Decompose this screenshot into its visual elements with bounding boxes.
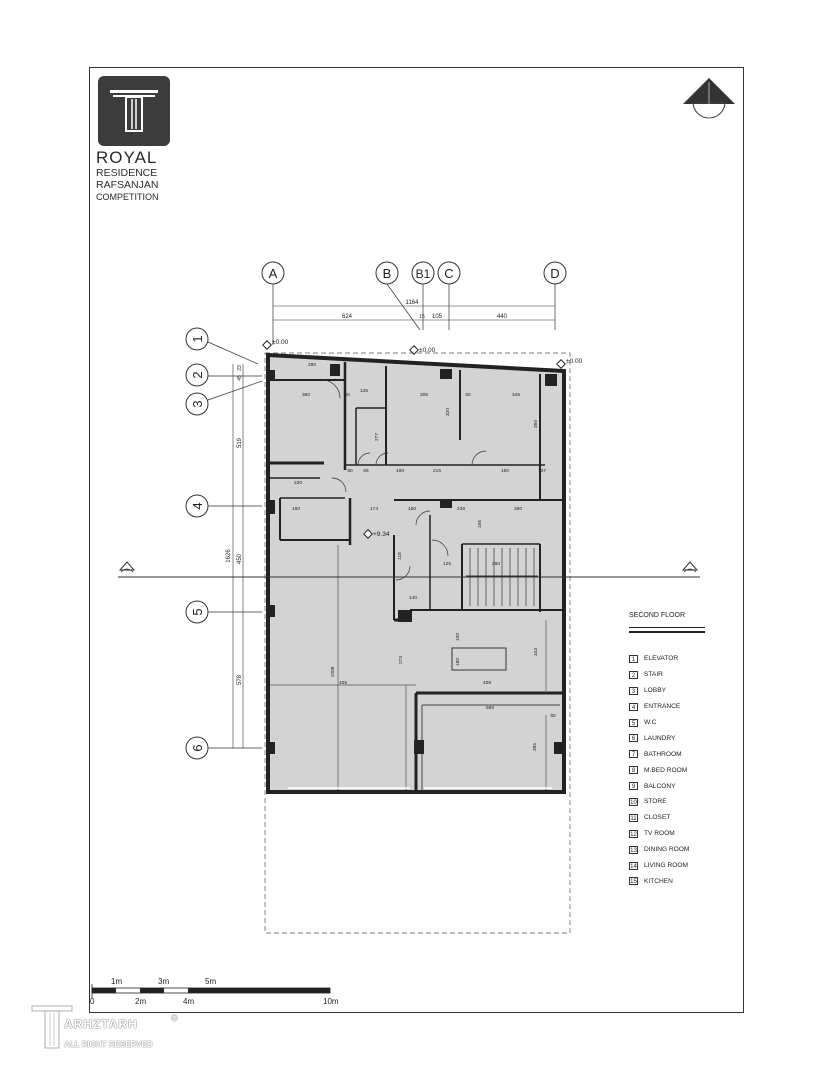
legend-number: 7 [629, 750, 638, 758]
legend-number: 10 [630, 799, 637, 806]
legend-number: 15 [630, 879, 637, 886]
room-dim-label: 60 [465, 393, 471, 398]
room-dim-label: 345 [511, 393, 521, 398]
legend-label: CLOSET [644, 814, 671, 822]
level-label: ±0.00 [272, 339, 289, 346]
project-subtitle-line: COMPETITION [96, 192, 159, 202]
level-label: +9.34 [373, 531, 390, 538]
scale-label-top: 5m [205, 977, 217, 986]
grid-row-bubbles [186, 328, 262, 759]
room-dim-label: 140 [408, 596, 418, 601]
legend-number: 13 [630, 847, 637, 854]
room-dim-label: 135 [359, 389, 369, 394]
legend-label: DINING ROOM [644, 846, 690, 854]
legend-item [629, 667, 689, 683]
room-dim-label: 174 [369, 507, 379, 512]
legend-number: 4 [629, 703, 638, 711]
legend-number: 11 [630, 815, 637, 822]
building-footprint [267, 355, 564, 792]
room-dim-label: 65 [363, 469, 369, 474]
room-dim-label: 320 [446, 407, 451, 417]
legend-number: 14 [630, 863, 637, 870]
room-dim-label: 1008 [331, 666, 336, 678]
legend-number: 2 [629, 671, 638, 679]
legend-number: 5 [629, 719, 638, 727]
legend-item [629, 730, 689, 746]
room-dim-label: 100 [456, 632, 461, 642]
room-dim-label: 165 [478, 519, 483, 529]
room-legend [629, 651, 689, 889]
room-dim-label: 350 [534, 419, 539, 429]
room-dim-label: 180 [456, 657, 461, 667]
scale-label-bottom: 2m [135, 997, 147, 1006]
grid-row-label: 1 [190, 335, 205, 343]
legend-item [629, 794, 689, 810]
legend-label: KITCHEN [644, 877, 673, 885]
legend-item [629, 715, 689, 731]
scale-label-top: 3m [158, 977, 170, 986]
dim-segment: 519 [237, 437, 243, 449]
room-dim-label: 118 [398, 552, 403, 560]
scale-label-bottom: 0 [90, 997, 95, 1006]
legend-item [629, 651, 689, 667]
grid-col-label: B [382, 266, 392, 281]
legend-item [629, 746, 689, 762]
level-marker-icon [557, 360, 565, 368]
scale-label-top: 1m [111, 977, 123, 986]
dim-segment: 23 [237, 365, 243, 371]
grid-col-label: A [268, 266, 278, 281]
level-label: ±0.00 [419, 347, 436, 354]
room-dim-label: 60 [550, 714, 556, 719]
legend-item [629, 699, 689, 715]
room-dim-label: 80 [347, 469, 353, 474]
legend-item [629, 826, 689, 842]
grid-row-label: 6 [190, 744, 205, 752]
room-dim-label: 100 [395, 469, 405, 474]
dim-segment: 45 [237, 375, 243, 381]
legend-divider [629, 627, 705, 633]
room-dim-label: 137 [537, 469, 547, 474]
scale-label-bottom: 10m [323, 997, 339, 1006]
room-dim-label: 290 [307, 363, 317, 368]
room-dim-label: 215 [432, 469, 442, 474]
legend-label: TV ROOM [644, 830, 675, 838]
legend-item [629, 810, 689, 826]
watermark-rights: ALL RIGHT RESERVED [64, 1040, 153, 1049]
room-dim-label: 395 [533, 742, 538, 752]
legend-number: 6 [629, 734, 638, 742]
grid-row-label: 2 [190, 371, 205, 379]
legend-item [629, 858, 689, 874]
room-dim-label: 125 [442, 562, 452, 567]
dim-segment: 15 [419, 314, 425, 320]
room-dim-label: 343 [534, 647, 539, 657]
room-dim-label: 260 [513, 507, 523, 512]
grid-row-label: 5 [190, 608, 205, 616]
room-dim-label: 408 [482, 681, 492, 686]
legend-label: LOBBY [644, 687, 666, 695]
room-dim-label: 260 [491, 562, 501, 567]
grid-row-label: 4 [190, 502, 205, 510]
grid-col-label: D [550, 266, 560, 281]
scale-bar [92, 984, 330, 998]
level-marker-icon [263, 341, 271, 349]
dim-segment: 440 [496, 314, 508, 320]
legend-label: ENTRANCE [644, 703, 681, 711]
legend-item [629, 778, 689, 794]
dim-overall-left: 1626 [226, 549, 232, 563]
dim-segment: 105 [431, 314, 443, 320]
room-dim-label: 50 [344, 393, 350, 398]
dim-segment: 450 [237, 553, 243, 565]
room-dim-label: 405 [338, 681, 348, 686]
top-dimensions [273, 300, 555, 320]
watermark-name: ARHZTARH [64, 1017, 138, 1031]
room-dim-label: 239 [456, 507, 466, 512]
grid-col-label: B1 [415, 267, 431, 281]
room-dim-label: 150 [500, 469, 510, 474]
legend-number: 3 [629, 687, 638, 695]
legend-label: LAUNDRY [644, 734, 676, 742]
left-dimensions [226, 364, 243, 748]
legend-item [629, 842, 689, 858]
dim-segment: 578 [237, 674, 243, 686]
project-subtitle-line: RESIDENCE [96, 167, 158, 179]
legend-label: M.BED ROOM [644, 766, 688, 774]
legend-label: STAIR [644, 671, 663, 679]
dim-segment: 624 [341, 314, 353, 320]
legend-label: ELEVATOR [644, 655, 679, 663]
grid-col-label: C [444, 266, 454, 281]
legend-label: BATHROOM [644, 750, 682, 758]
legend-number: 9 [629, 782, 638, 790]
dim-overall-top: 1164 [405, 300, 419, 306]
legend-number: 12 [630, 831, 637, 838]
room-dim-label: 273 [399, 655, 404, 665]
legend-label: W.C [644, 719, 657, 726]
legend-label: LIVING ROOM [644, 862, 688, 870]
room-dim-label: 150 [407, 507, 417, 512]
level-label: ±0.00 [566, 358, 583, 365]
legend-label: BALCONY [644, 782, 676, 790]
legend-number: 8 [629, 766, 638, 774]
legend-item [629, 762, 689, 778]
room-dim-label: 220 [293, 481, 303, 486]
room-dim-label: 277 [375, 432, 380, 442]
legend-item [629, 873, 689, 889]
scale-label-bottom: 4m [183, 997, 195, 1006]
room-dim-label: 305 [419, 393, 429, 398]
room-dim-label: 160 [291, 507, 301, 512]
room-dim-label: 588 [485, 706, 495, 711]
room-dim-label: 360 [301, 393, 311, 398]
project-title: ROYAL [96, 148, 158, 167]
legend-number: 1 [629, 655, 638, 663]
project-subtitle-line: RAFSANJAN [96, 179, 159, 191]
legend-item [629, 683, 689, 699]
grid-row-label: 3 [190, 400, 205, 408]
legend-title: SECOND FLOOR [629, 612, 686, 619]
legend-label: STORE [644, 798, 667, 806]
copyright-icon: © [171, 1013, 178, 1023]
